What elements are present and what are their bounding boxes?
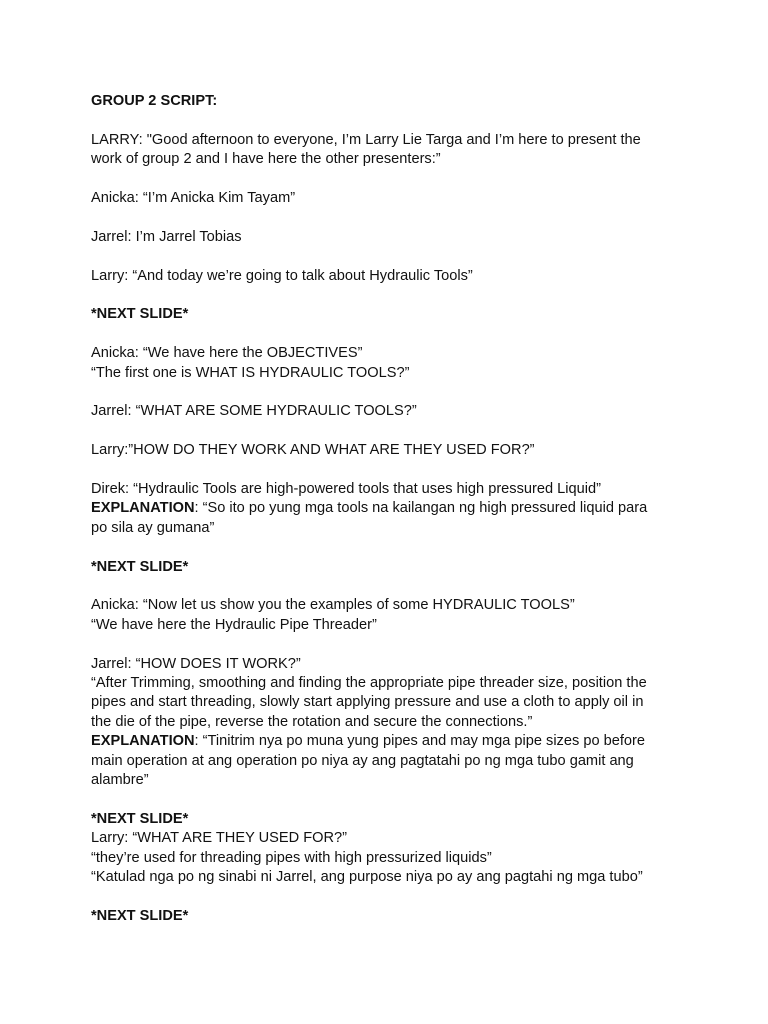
explanation-line [91, 732, 691, 751]
text-line: Larry: “WHAT ARE THEY USED FOR?” [91, 830, 347, 847]
paragraph-anicka-objectives [91, 344, 691, 383]
text-line: work of group 2 and I have here the other presenters:” [91, 151, 441, 168]
text-line: “We have here the Hydraulic Pipe Threader” [91, 616, 377, 633]
next-slide-text: *NEXT SLIDE* [91, 907, 189, 924]
text-line: pipes and start threading, slowly start applying pressure and use a cloth to apply oil in [91, 694, 644, 711]
explanation-text: : “So ito po yung mga tools na kailangan ng high pressured liquid para [194, 500, 648, 517]
text-line: Anicka: “I’m Anicka Kim Tayam” [91, 190, 296, 206]
text-line: Jarrel: “HOW DOES IT WORK?” [91, 655, 301, 672]
text-line: main operation at ang operation po niya ay ang pagtatahi po ng mga tubo gamit ang [91, 752, 634, 769]
paragraph-larry-topic [91, 267, 691, 286]
text-line: Jarrel: I’m Jarrel Tobias [91, 228, 242, 245]
text-line: “Katulad nga po ng sinabi ni Jarrel, ang purpose niya po ay ang pagtahi ng mga tubo” [91, 869, 643, 886]
explanation-line [91, 499, 691, 518]
paragraph-anicka-intro [91, 189, 691, 208]
paragraph-jarrel-intro [91, 228, 691, 247]
document-title-block [91, 92, 691, 111]
next-slide-text: *NEXT SLIDE* [91, 306, 189, 323]
text-line: alambre” [91, 772, 149, 789]
explanation-label: EXPLANATION [91, 733, 195, 750]
text-line: Jarrel: “WHAT ARE SOME HYDRAULIC TOOLS?” [91, 403, 417, 420]
text-line: Anicka: “Now let us show you the examples of some HYDRAULIC TOOLS” [91, 597, 575, 614]
paragraph-larry-uses [91, 810, 691, 888]
document-title: GROUP 2 SCRIPT: [91, 93, 218, 109]
next-slide-marker [91, 907, 691, 926]
text-line: po sila ay gumana” [91, 519, 215, 536]
text-line: the die of the pipe, reverse the rotation and secure the connections.” [91, 713, 533, 730]
script-document [91, 92, 691, 926]
text-line: Direk: “Hydraulic Tools are high-powered tools that uses high pressured Liquid” [91, 480, 601, 497]
next-slide-marker [91, 305, 691, 324]
next-slide-text: *NEXT SLIDE* [91, 558, 189, 575]
paragraph-jarrel-objective [91, 402, 691, 421]
text-line: “The first one is WHAT IS HYDRAULIC TOOLS?” [91, 364, 410, 381]
next-slide-marker [91, 558, 691, 577]
paragraph-anicka-examples [91, 596, 691, 635]
next-slide-text: *NEXT SLIDE* [91, 810, 189, 827]
text-line: Larry:”HOW DO THEY WORK AND WHAT ARE THEY USED FOR?” [91, 442, 535, 459]
text-line: “After Trimming, smoothing and finding the appropriate pipe threader size, position the [91, 675, 647, 691]
paragraph-direk-definition [91, 480, 691, 538]
text-line: LARRY: "Good afternoon to everyone, I’m Larry Lie Targa and I’m here to present the [91, 131, 641, 148]
paragraph-larry-intro [91, 131, 691, 170]
text-line: Anicka: “We have here the OBJECTIVES” [91, 345, 363, 362]
text-line: “they’re used for threading pipes with high pressurized liquids” [91, 849, 492, 866]
text-line: Larry: “And today we’re going to talk about Hydraulic Tools” [91, 267, 473, 284]
explanation-text: : “Tinitrim nya po muna yung pipes and may mga pipe sizes po before [194, 733, 645, 750]
paragraph-larry-objective [91, 441, 691, 460]
explanation-label: EXPLANATION [91, 500, 195, 517]
paragraph-jarrel-how-it-works [91, 655, 691, 791]
